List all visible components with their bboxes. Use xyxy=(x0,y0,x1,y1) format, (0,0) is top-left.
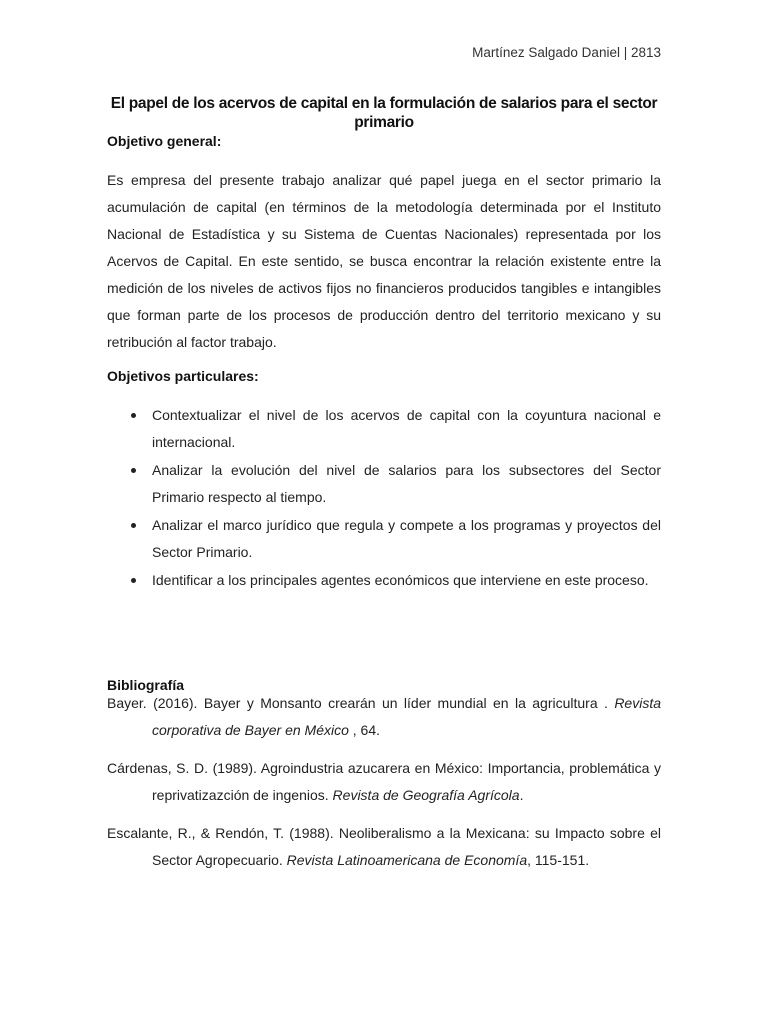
bullet-icon xyxy=(131,578,136,583)
reference-source: Revista de Geografía Agrícola xyxy=(332,787,520,803)
reference-source: Revista corporativa de Bayer en México xyxy=(152,695,661,738)
reference-entry xyxy=(107,690,661,744)
reference-entry xyxy=(107,820,661,874)
list-item xyxy=(107,512,661,566)
bullet-icon xyxy=(131,413,136,418)
bullet-icon xyxy=(131,523,136,528)
list-item-text: Contextualizar el nivel de los acervos de capital con la coyuntura nacional e internacional. xyxy=(152,407,661,450)
bullet-icon xyxy=(131,468,136,473)
document-title: El papel de los acervos de capital en la formulación de salarios para el sector primario xyxy=(110,95,658,131)
reference-lead: Cárdenas, S. D. (1989). Agroindustria azucarera en México: Importancia, problemática y reprivatizazción de ingenios. xyxy=(107,760,661,803)
list-item-text: Identificar a los principales agentes económicos que interviene en este proceso. xyxy=(152,572,649,588)
reference-lead: Escalante, R., & Rendón, T. (1988). Neoliberalismo a la Mexicana: su Impacto sobre el Sector Agropecuario. xyxy=(107,825,661,868)
list-item-text: Analizar el marco jurídico que regula y compete a los programas y proyectos del Sector Primario. xyxy=(152,517,661,560)
bibliografia-heading: Bibliografía xyxy=(107,677,185,693)
list-item xyxy=(107,457,661,511)
reference-entry xyxy=(107,755,661,809)
reference-tail: . xyxy=(519,787,524,803)
reference-list xyxy=(107,690,661,874)
objetivos-list xyxy=(107,402,661,595)
objetivo-general-paragraph: Es empresa del presente trabajo analizar qué papel juega en el sector primario la acumulación de capital (en términos de la metodología determinada por el Instituto Nacional de Estadística y su Sistema de Cuentas Nacionales) representada por los Acervos de Capital. En este sentido, se busca encontrar la relación existente entre la medición de los niveles de activos fijos no financieros producidos tangibles e intangibles que forman parte de los procesos de producción dentro del territorio mexicano y su retribución al factor trabajo. xyxy=(107,172,661,350)
list-item-text: Analizar la evolución del nivel de salarios para los subsectores del Sector Primario respecto al tiempo. xyxy=(152,462,661,505)
objetivos-particulares-heading: Objetivos particulares: xyxy=(107,368,259,384)
reference-tail: , 64. xyxy=(348,722,381,738)
reference-tail: , 115-151. xyxy=(527,852,590,868)
reference-lead: Bayer. (2016). Bayer y Monsanto crearán un líder mundial en la agricultura . xyxy=(107,695,615,711)
reference-source: Revista Latinoamericana de Economía xyxy=(286,852,528,868)
objetivo-general-heading: Objetivo general: xyxy=(107,133,222,149)
list-item xyxy=(107,402,661,456)
page-header: Martínez Salgado Daniel | 2813 xyxy=(472,45,661,60)
list-item xyxy=(107,567,661,594)
